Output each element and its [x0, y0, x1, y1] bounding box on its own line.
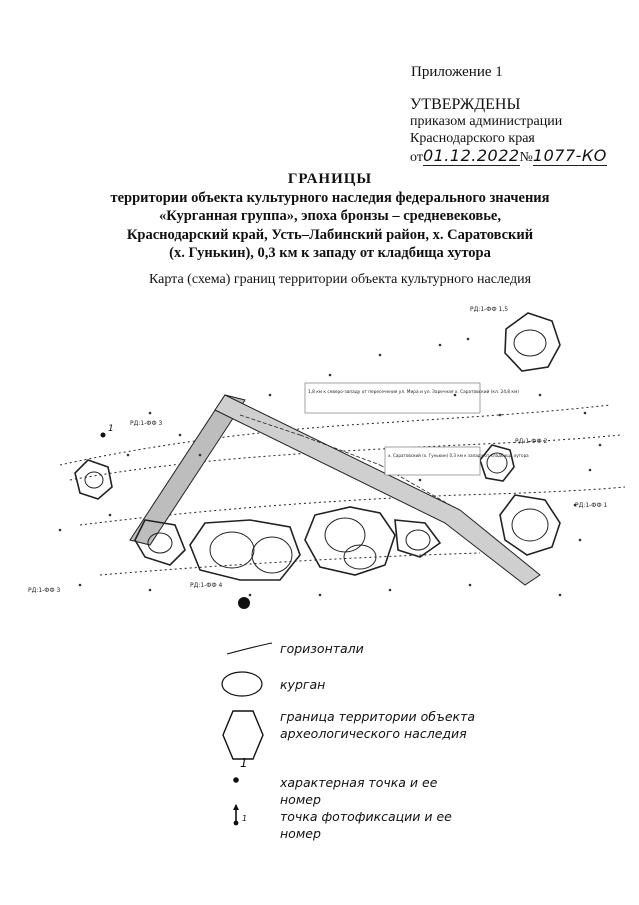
kurgan-oval: [252, 537, 292, 573]
document-title: [80, 170, 580, 263]
legend-kurgan-label: курган: [280, 677, 326, 692]
title-main: ГРАНИЦЫ: [287, 171, 373, 187]
number-sign: №: [519, 150, 533, 165]
handwritten-date: 01.12.2022: [422, 146, 520, 165]
appendix-label: Приложение 1: [411, 64, 503, 80]
elevation-mark: [439, 344, 442, 347]
legend-photo-number: 1: [242, 814, 248, 823]
elevation-mark: [499, 414, 502, 417]
elevation-mark: [599, 444, 602, 447]
elevation-mark: [59, 529, 62, 532]
kurgan-oval: [85, 472, 103, 488]
map-annotation-box: [385, 447, 480, 475]
order-line-2: Краснодарского края: [410, 131, 535, 146]
contour-legend-icon: [222, 640, 282, 660]
map-annotation-2: х. Саратовский (х. Гунькин) 0,3 км к западу от кладбища хутора: [388, 453, 529, 458]
kurgan-oval: [210, 532, 254, 568]
approved-heading: УТВЕРЖДЕНЫ: [410, 96, 521, 113]
elevation-mark: [469, 584, 472, 587]
photo-point-marker: [238, 597, 250, 609]
boundary-hexagon: [305, 507, 395, 575]
approval-block: [410, 96, 630, 166]
photo-label: РД:1-ФФ 1: [575, 502, 608, 509]
elevation-mark: [149, 589, 152, 592]
contour-line: [100, 553, 480, 575]
kurgan-legend-icon: [220, 670, 280, 700]
elevation-mark: [389, 589, 392, 592]
boundary-hexagon: [500, 495, 560, 555]
legend-boundary-line1: граница территории объекта: [280, 709, 476, 724]
title-line-3: Краснодарский край, Усть–Лабинский район, х. Саратовский: [126, 226, 534, 243]
from-prefix: от: [410, 150, 423, 165]
boundary-map: [0, 295, 639, 625]
elevation-mark: [419, 479, 422, 482]
kurgan-oval: [514, 330, 546, 356]
elevation-mark: [379, 354, 382, 357]
boundary-hexagon: [190, 520, 300, 580]
photo-label: РД:1-ФФ 1,5: [470, 306, 509, 313]
elevation-mark: [584, 412, 587, 415]
elevation-mark: [539, 394, 542, 397]
kurgan-oval: [406, 530, 430, 550]
elevation-mark: [127, 454, 130, 457]
legend-point-line1: характерная точка и ее: [280, 775, 438, 790]
legend-photo-label: [280, 808, 452, 842]
elevation-mark: [149, 412, 152, 415]
elevation-mark: [249, 594, 252, 597]
characteristic-point-number: 1: [108, 424, 114, 434]
map-annotation-box: [305, 383, 480, 413]
boundary-hexagon: [505, 313, 560, 371]
road-band: [130, 395, 245, 545]
legend-boundary-line2: археологического наследия: [280, 726, 467, 741]
kurgan-oval: [325, 518, 365, 552]
photo-label: РД:1-ФФ 4: [190, 582, 223, 589]
legend-point-label: [280, 774, 437, 808]
elevation-mark: [179, 434, 182, 437]
order-line-1: приказом администрации: [410, 114, 563, 129]
elevation-mark: [199, 454, 202, 457]
legend-boundary-label: [280, 708, 475, 742]
elevation-mark: [269, 394, 272, 397]
characteristic-point-marker: [101, 433, 106, 438]
elevation-mark: [467, 338, 470, 341]
photo-label: РД:1-ФФ 2: [515, 438, 548, 445]
legend-contours-label: горизонтали: [280, 641, 364, 656]
map-annotation-1: 1,8 км к северо-западу от пересечения ул. Мира и ул. Заречная х. Саратовский (кл. 24,8 км): [308, 390, 519, 395]
kurgan-oval: [512, 509, 548, 541]
elevation-mark: [109, 514, 112, 517]
legend-photo-line2: номер: [280, 826, 321, 841]
boundary-hexagon: [75, 460, 112, 499]
legend-photo-line1: точка фотофиксации и ее: [280, 809, 452, 824]
elevation-mark: [319, 594, 322, 597]
legend-point-line2: номер: [280, 792, 321, 807]
elevation-mark: [559, 594, 562, 597]
order-date-number-line: [410, 147, 630, 166]
boundary-hexagon: [480, 445, 514, 481]
elevation-mark: [579, 539, 582, 542]
title-line-1: территории объекта культурного наследия федерального значения: [110, 189, 550, 206]
handwritten-number: 1077-КО: [532, 146, 607, 165]
map-caption: Карта (схема) границ территории объекта культурного наследия: [148, 272, 532, 287]
elevation-mark: [79, 584, 82, 587]
legend-point-number: 1: [240, 756, 248, 770]
title-line-2: «Курганная группа», эпоха бронзы – средневековье,: [159, 208, 501, 224]
photo-label: РД:1-ФФ 3: [130, 420, 163, 427]
elevation-mark: [329, 374, 332, 377]
photo-label: РД:1-ФФ 3: [28, 587, 61, 594]
boundary-hexagon: [395, 520, 440, 557]
title-line-4: (х. Гунькин), 0,3 км к западу от кладбища хутора: [169, 245, 491, 261]
elevation-mark: [589, 469, 592, 472]
